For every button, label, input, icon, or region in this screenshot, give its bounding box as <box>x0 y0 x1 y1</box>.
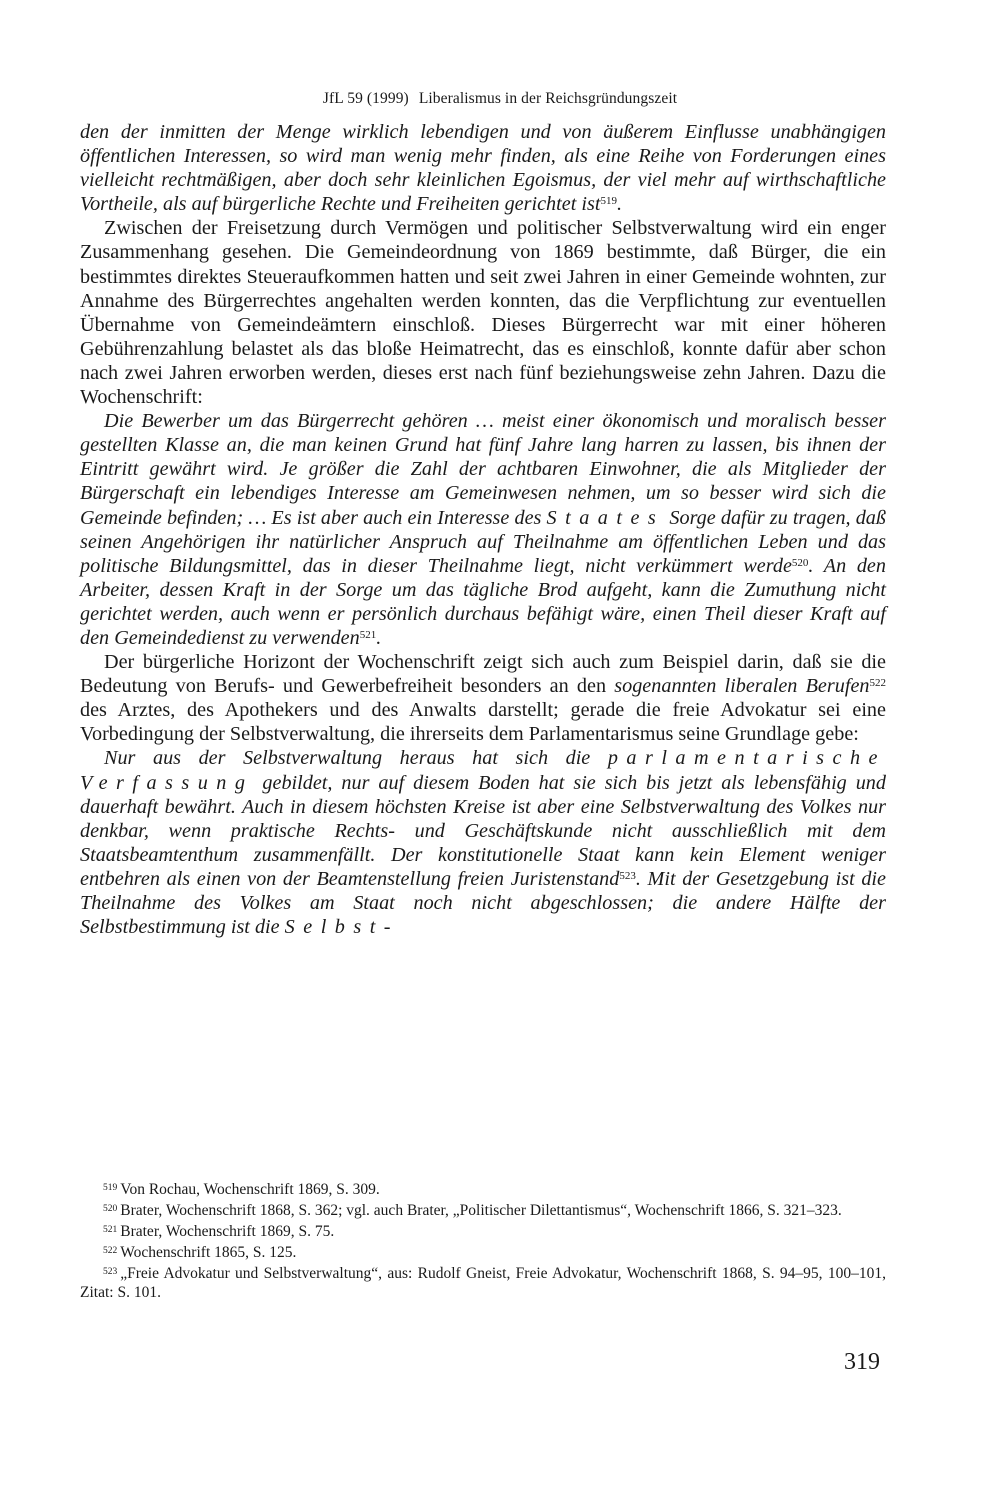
quote-text: . Mit der Gesetzgebung ist die Theilnahme des Volkes am Staat noch nicht abgeschlossen; die andere Hälfte der Selbstbestimmung ist die <box>80 867 886 939</box>
punctuation: . <box>616 193 622 216</box>
footnote-ref-520: 520 <box>791 556 809 569</box>
footnote-ref-522: 522 <box>869 677 886 690</box>
journal-reference: JfL 59 (1999) <box>322 90 409 107</box>
footnote <box>80 1222 886 1241</box>
footnote-number: 520 <box>103 1204 118 1214</box>
quote-text: Sorge dafür zu tragen, daß seinen Angehörigen ihr natürlicher Anspruch auf Theilnahme am öffentlichen Leben und das politische Bildungsmittel, das in dieser Theilnahme liegt, nicht verkümmert werde <box>80 506 886 577</box>
spaced-emphasis: Staates <box>546 506 665 529</box>
footnote-number: 522 <box>103 1246 118 1256</box>
punctuation: . <box>376 626 382 649</box>
footnote-text: Brater, Wochenschrift 1869, S. 75. <box>120 1223 335 1240</box>
footnote-ref-519: 519 <box>600 195 617 208</box>
quote-text: Nur aus der Selbstverwaltung heraus hat sich die <box>104 747 591 770</box>
running-title: Liberalismus in der Reichsgründungszeit <box>418 90 678 107</box>
footnote <box>80 1264 886 1302</box>
quote-text: Die Bewerber um das Bürgerrecht gehören … meist einer ökonomisch und moralisch besser gestellten Klasse an, die man keinen Grund hat fünf Jahre lang harren zu lassen, bis ihnen der Eintritt gewährt wird. Je größer die Zahl der achtbaren Einwohner, die als Mitglieder der Bürgerschaft ein lebendiges Interesse am Gemeinwesen nehmen, um so besser wird sich die Gemeinde befinden; … Es ist aber auch ein Interesse des <box>80 410 886 529</box>
italic-phrase: sogenannten liberalen Berufen <box>614 675 870 698</box>
footnote-ref-521: 521 <box>359 628 377 641</box>
footnote <box>80 1201 886 1220</box>
running-head <box>0 90 1000 108</box>
footnote-text: Wochenschrift 1865, S. 125. <box>120 1244 297 1261</box>
footnote-number: 521 <box>103 1225 118 1235</box>
quote-buergerrecht <box>80 409 886 650</box>
footnote <box>80 1180 886 1199</box>
spaced-emphasis: Selbst- <box>284 916 400 939</box>
paragraph-text: Der bürgerliche Horizont der Wochenschrift zeigt sich auch zum Beispiel darin, daß sie die Bedeutung von Berufs- und Gewerbefreiheit besonders an den <box>80 651 886 698</box>
paragraph-horizont <box>80 650 886 746</box>
paragraph-text: des Arztes, des Apothekers und des Anwalts darstellt; gerade die freie Advokatur sei eine Vorbedingung der Selbstverwaltung, die ihrerseits dem Parlamentarismus seine Grundlage gebe: <box>80 699 886 746</box>
page-number: 319 <box>844 1349 880 1375</box>
quote-text: gebildet, nur auf diesem Boden hat sie sich bis jetzt als lebensfähig und dauerhaft bewährt. Auch in diesem höchsten Kreise ist aber eine Selbstverwaltung des Volkes nur denkbar, wenn praktische Rechts- und Geschäftskunde nicht ausschließlich mit dem Staatsbeamtenthum zusammenfällt. Der konstitutionelle Staat kann kein Element weniger entbehren als einen von der Beamtenstellung freien Juristenstand <box>80 771 886 890</box>
footnote-text: Von Rochau, Wochenschrift 1869, S. 309. <box>120 1181 380 1198</box>
quote-continuation <box>80 120 886 216</box>
quote-text: . An den Arbeiter, dessen Kraft in der Sorge um das tägliche Brod aufgeht, kann die Zumuthung nicht gerichtet werden, auch wenn er persönlich durchaus befähigt wäre, einen Theil dieser Kraft auf den Gemeindedienst zu verwenden <box>80 554 886 649</box>
footnotes <box>80 1180 886 1304</box>
footnote-text: „Freie Advokatur und Selbstverwaltung“, aus: Rudolf Gneist, Freie Advokatur, Wochenschrift 1868, S. 94–95, 100–101, Zitat: S. 101. <box>80 1265 886 1301</box>
paragraph-gemeindeordnung: Zwischen der Freisetzung durch Vermögen und politischer Selbstverwaltung wird ein enger Zusammenhang gesehen. Die Gemeindeordnung von 1869 bestimmte, daß Bürger, die ein bestimmtes direktes Steueraufkommen hatten und seit zwei Jahren in einer Gemeinde wohnten, zur Annahme des Bürgerrechtes angehalten werden konnten, das die Verpflichtung zur eventuellen Übernahme von Gemeindeämtern einschloß. Dieses Bürgerrecht war mit einer höheren Gebührenzahlung belastet als das bloße Heimatrecht, das es einschloß, konnte dafür aber schon nach zwei Jahren erworben werden, dieses erst nach fünf beziehungsweise zehn Jahren. Dazu die Wochenschrift: <box>80 217 886 409</box>
footnote <box>80 1243 886 1262</box>
body-text <box>80 120 886 939</box>
footnote-ref-523: 523 <box>619 869 636 882</box>
footnote-text: Brater, Wochenschrift 1868, S. 362; vgl. auch Brater, „Politischer Dilettantismus“, Wochenschrift 1866, S. 321–323. <box>120 1202 842 1219</box>
footnote-number: 519 <box>103 1183 118 1193</box>
quote-text: den der inmitten der Menge wirklich lebendigen und von äußerem Einflusse unabhängigen öffentlichen Interessen, so wird man wenig mehr finden, als eine Reihe von Forderungen eines vielleicht rechtmäßigen, aber doch sehr kleinlichen Egoismus, der viel mehr auf wirthschaftliche Vortheile, als auf bürgerliche Rechte und Freiheiten gerichtet ist <box>80 121 886 216</box>
spaced-emphasis: parlamentarische Verfassung <box>80 747 886 794</box>
footnote-number: 523 <box>103 1267 118 1277</box>
quote-selbstverwaltung <box>80 746 886 939</box>
